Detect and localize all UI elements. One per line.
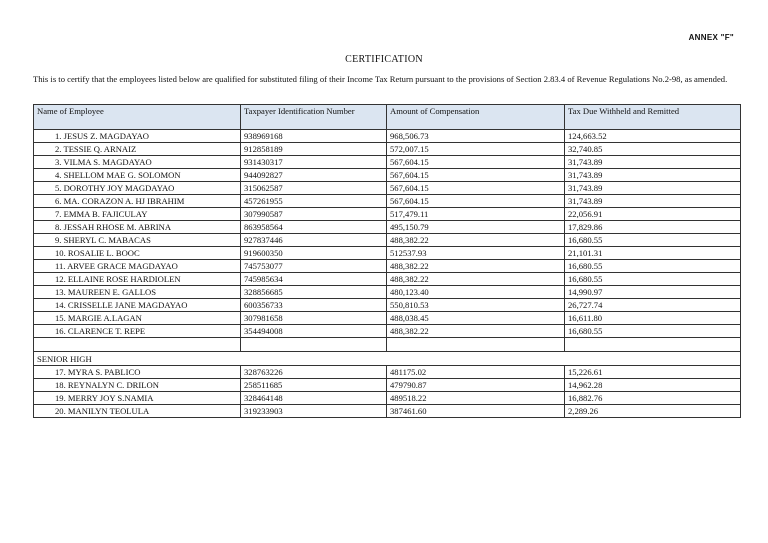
- compensation-cell: 572,007.15: [387, 143, 565, 156]
- table-row: [34, 130, 741, 143]
- table-row: [34, 379, 741, 392]
- tax-cell: 31,743.89: [565, 195, 741, 208]
- tin-cell: 307981658: [241, 312, 387, 325]
- employee-name-cell: 18. REYNALYN C. DRILON: [34, 379, 241, 392]
- table-row: [34, 312, 741, 325]
- employee-name-cell: 10. ROSALIE L. BOOC: [34, 247, 241, 260]
- tax-cell: 32,740.85: [565, 143, 741, 156]
- tin-cell: 307990587: [241, 208, 387, 221]
- intro-paragraph: This is to certify that the employees listed below are qualified for substituted filing of their Income Tax Return pursuant to the provisions of Section 2.83.4 of Revenue Regulations No.2-98, as amended.: [33, 74, 728, 84]
- tax-cell: 14,962.28: [565, 379, 741, 392]
- compensation-cell: 488,382.22: [387, 234, 565, 247]
- table-row: [34, 156, 741, 169]
- header-name: Name of Employee: [34, 105, 241, 130]
- tax-cell: 31,743.89: [565, 156, 741, 169]
- tin-cell: 912858189: [241, 143, 387, 156]
- table-row: [34, 182, 741, 195]
- tax-cell: 16,680.55: [565, 234, 741, 247]
- header-tin: Taxpayer Identification Number: [241, 105, 387, 130]
- tin-cell: 319233903: [241, 405, 387, 418]
- blank-row: [34, 338, 741, 352]
- tin-cell: 919600350: [241, 247, 387, 260]
- employee-name-cell: 6. MA. CORAZON A. HJ IBRAHIM: [34, 195, 241, 208]
- employee-name-cell: 2. TESSIE Q. ARNAIZ: [34, 143, 241, 156]
- tax-cell: 124,663.52: [565, 130, 741, 143]
- table-row: [34, 366, 741, 379]
- employee-name-cell: 4. SHELLOM MAE G. SOLOMON: [34, 169, 241, 182]
- table-row: [34, 169, 741, 182]
- table-row: [34, 143, 741, 156]
- tax-cell: 22,056.91: [565, 208, 741, 221]
- compensation-cell: 567,604.15: [387, 182, 565, 195]
- tax-cell: 16,680.55: [565, 325, 741, 338]
- tin-cell: 944092827: [241, 169, 387, 182]
- section-row: [34, 352, 741, 366]
- employee-name-cell: 17. MYRA S. PABLICO: [34, 366, 241, 379]
- employee-name-cell: 13. MAUREEN E. GALLOS: [34, 286, 241, 299]
- table-row: [34, 405, 741, 418]
- tax-cell: 31,743.89: [565, 169, 741, 182]
- tin-cell: 927837446: [241, 234, 387, 247]
- tin-cell: 315062587: [241, 182, 387, 195]
- employee-name-cell: 1. JESUS Z. MAGDAYAO: [34, 130, 241, 143]
- document-title: CERTIFICATION: [345, 54, 423, 65]
- table-row: [34, 325, 741, 338]
- tin-cell: 457261955: [241, 195, 387, 208]
- tax-cell: 16,611.80: [565, 312, 741, 325]
- compensation-cell: 550,810.53: [387, 299, 565, 312]
- compensation-cell: 567,604.15: [387, 156, 565, 169]
- table-row: [34, 260, 741, 273]
- employee-name-cell: 19. MERRY JOY S.NAMIA: [34, 392, 241, 405]
- employee-name-cell: 9. SHERYL C. MABACAS: [34, 234, 241, 247]
- employee-name-cell: 12. ELLAINE ROSE HARDIOLEN: [34, 273, 241, 286]
- employee-table: [33, 104, 741, 418]
- table-row: [34, 392, 741, 405]
- employee-name-cell: 5. DOROTHY JOY MAGDAYAO: [34, 182, 241, 195]
- tin-cell: 354494008: [241, 325, 387, 338]
- tin-cell: 745985634: [241, 273, 387, 286]
- annex-label: ANNEX "F": [688, 33, 734, 42]
- employee-name-cell: 14. CRISSELLE JANE MAGDAYAO: [34, 299, 241, 312]
- compensation-cell: 488,382.22: [387, 273, 565, 286]
- header-compensation: Amount of Compensation: [387, 105, 565, 130]
- compensation-cell: 495,150.79: [387, 221, 565, 234]
- header-tax: Tax Due Withheld and Remitted: [565, 105, 741, 130]
- table-row: [34, 234, 741, 247]
- tin-cell: 863958564: [241, 221, 387, 234]
- compensation-cell: 481175.02: [387, 366, 565, 379]
- compensation-cell: 479790.87: [387, 379, 565, 392]
- tin-cell: 328763226: [241, 366, 387, 379]
- tin-cell: 328856685: [241, 286, 387, 299]
- tax-cell: 31,743.89: [565, 182, 741, 195]
- compensation-cell: 488,038.45: [387, 312, 565, 325]
- table-row: [34, 247, 741, 260]
- employee-name-cell: 3. VILMA S. MAGDAYAO: [34, 156, 241, 169]
- compensation-cell: 489518.22: [387, 392, 565, 405]
- table-row: [34, 221, 741, 234]
- compensation-cell: 512537.93: [387, 247, 565, 260]
- employee-name-cell: 11. ARVEE GRACE MAGDAYAO: [34, 260, 241, 273]
- compensation-cell: 387461.60: [387, 405, 565, 418]
- compensation-cell: 517,479.11: [387, 208, 565, 221]
- table-row: [34, 195, 741, 208]
- compensation-cell: 488,382.22: [387, 325, 565, 338]
- employee-name-cell: 20. MANILYN TEOLULA: [34, 405, 241, 418]
- tin-cell: 745753077: [241, 260, 387, 273]
- tin-cell: 258511685: [241, 379, 387, 392]
- compensation-cell: 567,604.15: [387, 169, 565, 182]
- tax-cell: 16,680.55: [565, 260, 741, 273]
- tax-cell: 16,680.55: [565, 273, 741, 286]
- tax-cell: 14,990.97: [565, 286, 741, 299]
- table-row: [34, 208, 741, 221]
- tax-cell: 26,727.74: [565, 299, 741, 312]
- employee-name-cell: 7. EMMA B. FAJICULAY: [34, 208, 241, 221]
- compensation-cell: 567,604.15: [387, 195, 565, 208]
- table-row: [34, 273, 741, 286]
- table-header-row: [34, 105, 741, 130]
- section-label: SENIOR HIGH: [34, 352, 741, 366]
- tin-cell: 328464148: [241, 392, 387, 405]
- employee-name-cell: 15. MARGIE A.LAGAN: [34, 312, 241, 325]
- table-row: [34, 286, 741, 299]
- tin-cell: 931430317: [241, 156, 387, 169]
- compensation-cell: 968,506.73: [387, 130, 565, 143]
- tin-cell: 600356733: [241, 299, 387, 312]
- tax-cell: 16,882.76: [565, 392, 741, 405]
- employee-name-cell: 8. JESSAH RHOSE M. ABRINA: [34, 221, 241, 234]
- tin-cell: 938969168: [241, 130, 387, 143]
- tax-cell: 15,226.61: [565, 366, 741, 379]
- tax-cell: 21,101.31: [565, 247, 741, 260]
- compensation-cell: 488,382.22: [387, 260, 565, 273]
- table-row: [34, 299, 741, 312]
- tax-cell: 17,829.86: [565, 221, 741, 234]
- employee-name-cell: 16. CLARENCE T. REPE: [34, 325, 241, 338]
- compensation-cell: 480,123.40: [387, 286, 565, 299]
- tax-cell: 2,289.26: [565, 405, 741, 418]
